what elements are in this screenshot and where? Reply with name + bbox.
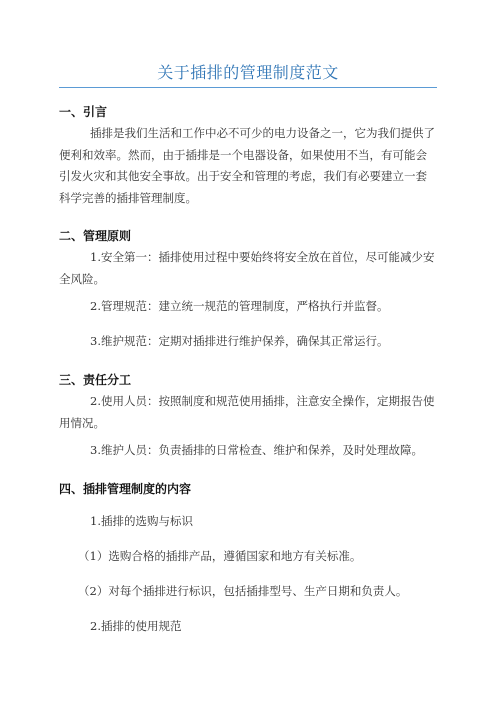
section-heading-principles: 二、管理原则	[59, 229, 132, 243]
paragraph-line: 便利和效率。然而，由于插排是一个电器设备，如果使用不当，有可能会	[59, 147, 427, 162]
list-item: （1）选购合格的插排产品，遵循国家和地方有关标准。	[78, 549, 362, 563]
section-heading-content: 四、插排管理制度的内容	[59, 482, 192, 496]
document-title: 关于插排的管理制度范文	[157, 63, 339, 82]
paragraph-line: 插排是我们生活和工作中必不可少的电力设备之一，它为我们提供了	[90, 126, 435, 140]
principle-safety	[59, 247, 437, 290]
paragraph-line: 科学完善的插排管理制度。	[59, 190, 197, 205]
paragraph-line: 用情况。	[59, 415, 105, 430]
paragraph-line: 引发火灾和其他安全事故。出于安全和管理的考虑，我们有必要建立一套	[59, 169, 427, 183]
principle-maintenance: 3.维护规范：定期对插排进行维护保养，确保其正常运行。	[90, 334, 389, 348]
section-heading-intro: 一、引言	[59, 105, 108, 119]
title-divider	[59, 87, 437, 88]
list-item: 1.插排的选购与标识	[90, 514, 193, 528]
paragraph-line: 2.使用人员：按照制度和规范使用插排，注意安全操作，定期报告使	[90, 394, 435, 408]
paragraph-line: 全风险。	[59, 271, 105, 286]
responsibility-users	[59, 391, 437, 434]
intro-paragraph	[59, 123, 437, 209]
list-item: 2.插排的使用规范	[90, 619, 182, 633]
paragraph-line: 1.安全第一：插排使用过程中要始终将安全放在首位，尽可能减少安	[90, 250, 435, 264]
principle-management: 2.管理规范：建立统一规范的管理制度，严格执行并监督。	[90, 299, 389, 313]
list-item: （2）对每个插排进行标识，包括插排型号、生产日期和负责人。	[78, 584, 408, 598]
section-heading-responsibilities: 三、责任分工	[59, 373, 132, 387]
responsibility-maintainers: 3.维护人员：负责插排的日常检查、维护和保养，及时处理故障。	[90, 443, 423, 457]
